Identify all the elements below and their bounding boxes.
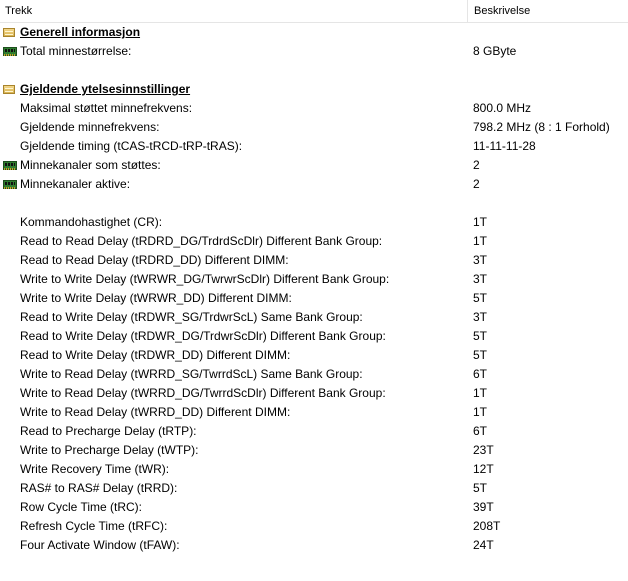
item-label: Write to Read Delay (tWRRD_DG/TwrrdScDlr) Different Bank Group: xyxy=(20,386,386,400)
item-label: Write to Read Delay (tWRRD_SG/TwrrdScL) Same Bank Group: xyxy=(20,367,363,381)
list-item[interactable] xyxy=(0,308,628,327)
item-value: 23T xyxy=(473,443,494,457)
icon-slot xyxy=(3,161,17,171)
icon-slot xyxy=(3,484,17,494)
item-label: Maksimal støttet minnefrekvens: xyxy=(20,101,193,115)
memory-icon xyxy=(3,180,17,189)
group-icon xyxy=(3,85,15,94)
column-header-beskrivelse[interactable]: Beskrivelse xyxy=(474,5,531,17)
item-label: Kommandohastighet (CR): xyxy=(20,215,163,229)
icon-slot xyxy=(3,123,17,133)
list-item[interactable] xyxy=(0,42,628,61)
item-label: Read to Write Delay (tRDWR_SG/TrdwrScL) Same Bank Group: xyxy=(20,310,363,324)
list-item[interactable] xyxy=(0,536,628,555)
section-row[interactable] xyxy=(0,23,628,42)
icon-slot xyxy=(3,332,17,342)
list-item[interactable] xyxy=(0,422,628,441)
icon-slot xyxy=(3,351,17,361)
section-title: Gjeldende ytelsesinnstillinger xyxy=(20,82,191,96)
item-label: Minnekanaler som støttes: xyxy=(20,158,161,172)
list-item[interactable] xyxy=(0,403,628,422)
item-value: 208T xyxy=(473,519,501,533)
item-value: 5T xyxy=(473,348,488,362)
list-item[interactable] xyxy=(0,346,628,365)
icon-slot xyxy=(3,389,17,399)
memory-icon xyxy=(3,161,17,170)
icon-slot xyxy=(3,142,17,152)
list-item[interactable] xyxy=(0,460,628,479)
item-value: 5T xyxy=(473,329,488,343)
list-item[interactable] xyxy=(0,213,628,232)
icon-slot xyxy=(3,275,17,285)
list-item[interactable] xyxy=(0,517,628,536)
item-value: 3T xyxy=(473,310,488,324)
list-item[interactable] xyxy=(0,441,628,460)
column-divider[interactable] xyxy=(467,0,468,22)
icon-slot xyxy=(3,313,17,323)
item-label: Four Activate Window (tFAW): xyxy=(20,538,180,552)
list-item[interactable] xyxy=(0,156,628,175)
item-label: Total minnestørrelse: xyxy=(20,44,132,58)
icon-slot xyxy=(3,218,17,228)
icon-slot xyxy=(3,28,17,38)
spacer-row xyxy=(0,194,628,213)
item-value: 24T xyxy=(473,538,494,552)
item-value: 5T xyxy=(473,481,488,495)
spacer-row xyxy=(0,61,628,80)
item-value: 12T xyxy=(473,462,494,476)
icon-slot xyxy=(3,408,17,418)
list-item[interactable] xyxy=(0,270,628,289)
memory-icon xyxy=(3,47,17,56)
list-item[interactable] xyxy=(0,137,628,156)
list-header xyxy=(0,0,628,23)
property-list xyxy=(0,23,628,555)
item-value: 8 GByte xyxy=(473,44,517,58)
icon-slot xyxy=(3,294,17,304)
item-value: 39T xyxy=(473,500,494,514)
item-value: 3T xyxy=(473,272,488,286)
item-label: Write to Write Delay (tWRWR_DG/TwrwrScDlr) Different Bank Group: xyxy=(20,272,390,286)
icon-slot xyxy=(3,446,17,456)
icon-slot xyxy=(3,104,17,114)
item-value: 6T xyxy=(473,424,488,438)
item-label: Write to Precharge Delay (tWTP): xyxy=(20,443,199,457)
item-label: Read to Read Delay (tRDRD_DG/TrdrdScDlr) Different Bank Group: xyxy=(20,234,383,248)
item-label: Write Recovery Time (tWR): xyxy=(20,462,170,476)
item-label: Read to Read Delay (tRDRD_DD) Different DIMM: xyxy=(20,253,289,267)
icon-slot xyxy=(3,256,17,266)
item-label: Read to Write Delay (tRDWR_DG/TrdwrScDlr) Different Bank Group: xyxy=(20,329,386,343)
column-header-trekk[interactable]: Trekk xyxy=(5,5,33,17)
icon-slot xyxy=(3,237,17,247)
item-label: Refresh Cycle Time (tRFC): xyxy=(20,519,168,533)
item-label: Read to Write Delay (tRDWR_DD) Different DIMM: xyxy=(20,348,291,362)
item-label: Read to Precharge Delay (tRTP): xyxy=(20,424,197,438)
list-item[interactable] xyxy=(0,99,628,118)
list-item[interactable] xyxy=(0,232,628,251)
item-label: Minnekanaler aktive: xyxy=(20,177,131,191)
item-value: 2 xyxy=(473,177,480,191)
section-row[interactable] xyxy=(0,80,628,99)
list-item[interactable] xyxy=(0,118,628,137)
list-item[interactable] xyxy=(0,175,628,194)
icon-slot xyxy=(3,522,17,532)
item-value: 11-11-11-28 xyxy=(473,139,536,153)
icon-slot xyxy=(3,47,17,57)
item-label: Write to Read Delay (tWRRD_DD) Different DIMM: xyxy=(20,405,291,419)
list-item[interactable] xyxy=(0,365,628,384)
list-item[interactable] xyxy=(0,479,628,498)
item-value: 5T xyxy=(473,291,488,305)
item-value: 1T xyxy=(473,215,488,229)
icon-slot xyxy=(3,370,17,380)
icon-slot xyxy=(3,85,17,95)
section-title: Generell informasjon xyxy=(20,25,141,39)
item-value: 1T xyxy=(473,386,488,400)
list-item[interactable] xyxy=(0,498,628,517)
icon-slot xyxy=(3,465,17,475)
item-value: 1T xyxy=(473,234,488,248)
list-item[interactable] xyxy=(0,384,628,403)
list-item[interactable] xyxy=(0,327,628,346)
item-value: 800.0 MHz xyxy=(473,101,532,115)
item-value: 6T xyxy=(473,367,488,381)
item-label: Gjeldende minnefrekvens: xyxy=(20,120,160,134)
item-label: Row Cycle Time (tRC): xyxy=(20,500,143,514)
group-icon xyxy=(3,28,15,37)
icon-slot xyxy=(3,427,17,437)
item-label: RAS# to RAS# Delay (tRRD): xyxy=(20,481,178,495)
list-item[interactable] xyxy=(0,289,628,308)
item-value: 3T xyxy=(473,253,488,267)
icon-slot xyxy=(3,503,17,513)
list-item[interactable] xyxy=(0,251,628,270)
item-value: 798.2 MHz (8 : 1 Forhold) xyxy=(473,120,610,134)
item-value: 1T xyxy=(473,405,488,419)
icon-slot xyxy=(3,180,17,190)
item-value: 2 xyxy=(473,158,480,172)
icon-slot xyxy=(3,541,17,551)
item-label: Gjeldende timing (tCAS-tRCD-tRP-tRAS): xyxy=(20,139,243,153)
item-label: Write to Write Delay (tWRWR_DD) Different DIMM: xyxy=(20,291,292,305)
